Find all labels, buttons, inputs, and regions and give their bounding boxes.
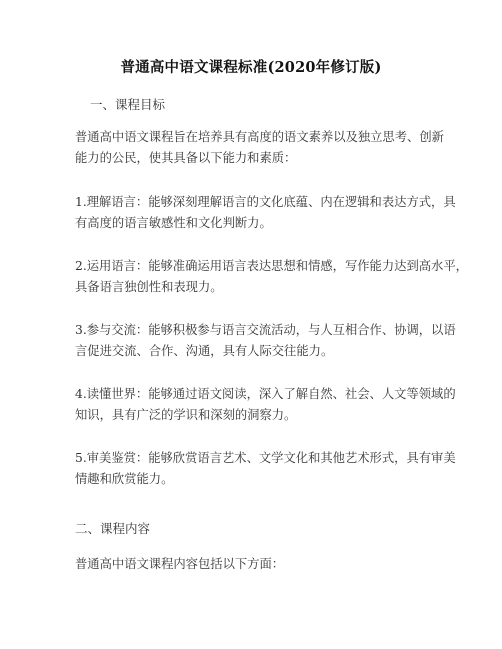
goal-item-3 xyxy=(75,320,456,362)
goal-2-line-1: 2.运用语言：能够准确运用语言表达思想和情感，写作能力达到高水平， xyxy=(75,259,468,273)
section-heading-course-content: 二、课程内容 xyxy=(75,521,151,536)
goal-1-line-2: 有高度的语言敏感性和文化判断力。 xyxy=(75,216,272,230)
goal-item-5 xyxy=(75,448,456,490)
goal-5-line-2: 情趣和欣赏能力。 xyxy=(75,472,174,486)
goal-item-1 xyxy=(75,192,456,234)
document-title: 普通高中语文课程标准(2020年修订版) xyxy=(120,59,382,76)
goal-4-line-2: 知识，具有广泛的学识和深刻的洞察力。 xyxy=(75,408,297,422)
intro-line-2: 能力的公民，使其具备以下能力和素质： xyxy=(75,151,297,165)
intro-paragraph xyxy=(75,127,444,169)
goal-4-line-1: 4.读懂世界：能够通过语文阅读，深入了解自然、社会、人文等领域的 xyxy=(75,387,456,401)
goal-1-line-1: 1.理解语言：能够深刻理解语言的文化底蕴、内在逻辑和表达方式，具 xyxy=(75,195,456,209)
goal-item-4 xyxy=(75,384,456,426)
goal-2-line-2: 具备语言独创性和表现力。 xyxy=(75,280,223,294)
goal-5-line-1: 5.审美鉴赏：能够欣赏语言艺术、文学文化和其他艺术形式，具有审美 xyxy=(75,451,456,465)
goal-item-2 xyxy=(75,256,468,298)
section-heading-course-goals: 一、课程目标 xyxy=(90,97,166,112)
goal-3-line-1: 3.参与交流：能够积极参与语言交流活动，与人互相合作、协调，以语 xyxy=(75,323,456,337)
goal-3-line-2: 言促进交流、合作、沟通，具有人际交往能力。 xyxy=(75,344,334,358)
content-intro-line: 普通高中语文课程内容包括以下方面： xyxy=(75,557,285,571)
content-intro-paragraph xyxy=(75,554,435,575)
intro-line-1: 普通高中语文课程旨在培养具有高度的语文素养以及独立思考、创新 xyxy=(75,130,444,144)
